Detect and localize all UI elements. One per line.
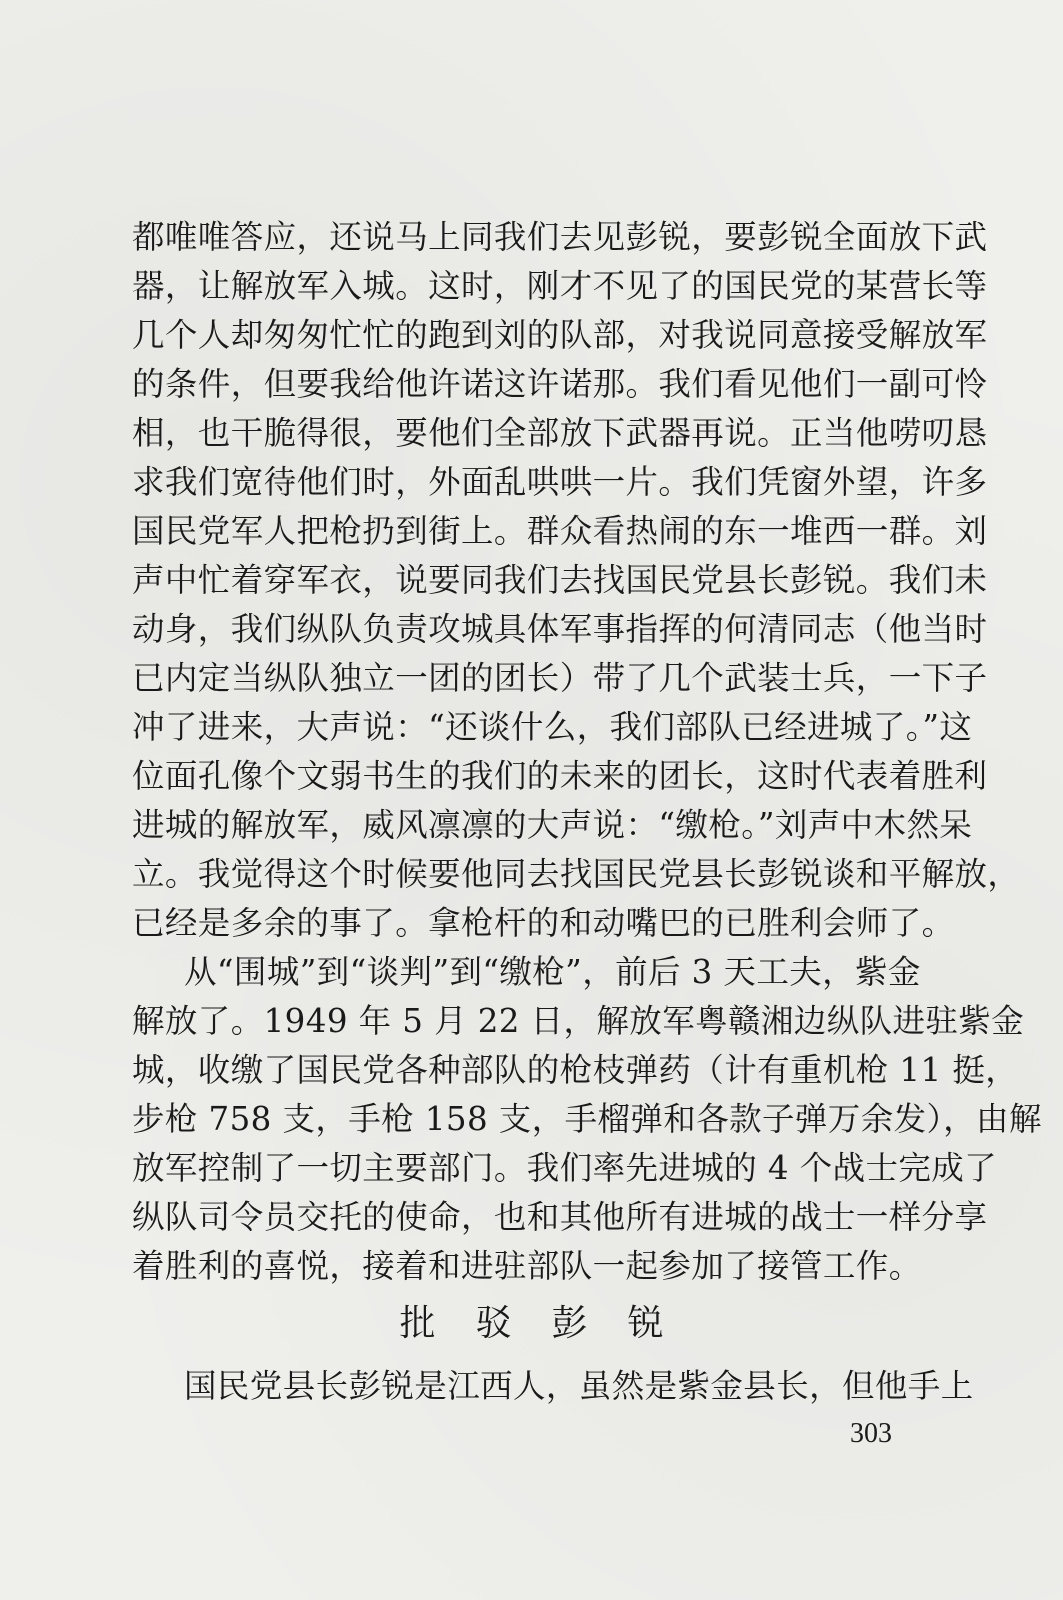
- section-title: 批驳彭锐: [399, 1303, 704, 1344]
- text-line: 冲了进来，大声说：“还谈什么，我们部队已经进城了。”这: [132, 708, 973, 746]
- text-line: 从“围城”到“谈判”到“缴枪”，前后 3 天工夫，紫金: [184, 953, 921, 991]
- text-line: 几个人却匆匆忙忙的跑到刘的队部，对我说同意接受解放军: [132, 316, 988, 354]
- text-line: 进城的解放军，威风凛凛的大声说：“缴枪。”刘声中木然呆: [132, 806, 973, 844]
- text-line: 纵队司令员交托的使命，也和其他所有进城的战士一样分享: [132, 1198, 988, 1236]
- text-line: 着胜利的喜悦，接着和进驻部队一起参加了接管工作。: [132, 1247, 922, 1285]
- text-line: 解放了。1949 年 5 月 22 日，解放军粤赣湘边纵队进驻紫金: [132, 1002, 1025, 1040]
- body-text: [132, 213, 1042, 1291]
- text-line: 步枪 758 支，手枪 158 支，手榴弹和各款子弹万余发），由解: [132, 1100, 1042, 1138]
- paragraph-3-first-line: 国民党县长彭锐是江西人，虽然是紫金县长，但他手上: [184, 1367, 974, 1405]
- text-line: 都唯唯答应，还说马上同我们去见彭锐，要彭锐全面放下武: [132, 218, 988, 256]
- text-line: 求我们宽待他们时，外面乱哄哄一片。我们凭窗外望，许多: [132, 463, 988, 501]
- paragraph-2: [132, 948, 1042, 1291]
- text-line: 放军控制了一切主要部门。我们率先进城的 4 个战士完成了: [132, 1149, 998, 1187]
- text-line: 动身，我们纵队负责攻城具体军事指挥的何清同志（他当时: [132, 610, 988, 648]
- page-number: 303: [850, 1418, 892, 1449]
- text-line: 国民党军人把枪扔到街上。群众看热闹的东一堆西一群。刘: [132, 512, 988, 550]
- paragraph-1: [132, 213, 1021, 948]
- text-line: 立。我觉得这个时候要他同去找国民党县长彭锐谈和平解放，: [132, 855, 1021, 893]
- text-line: 器，让解放军入城。这时，刚才不见了的国民党的某营长等: [132, 267, 988, 305]
- text-line: 已内定当纵队独立一团的团长）带了几个武装士兵，一下子: [132, 659, 988, 697]
- text-line: 的条件，但要我给他许诺这许诺那。我们看见他们一副可怜: [132, 365, 988, 403]
- text-line: 已经是多余的事了。拿枪杆的和动嘴巴的已胜利会师了。: [132, 904, 955, 942]
- text-line: 声中忙着穿军衣，说要同我们去找国民党县长彭锐。我们未: [132, 561, 988, 599]
- text-line: 城，收缴了国民党各种部队的枪枝弹药（计有重机枪 11 挺，: [132, 1051, 1019, 1089]
- text-line: 相，也干脆得很，要他们全部放下武器再说。正当他唠叨恳: [132, 414, 988, 452]
- text-line: 位面孔像个文弱书生的我们的未来的团长，这时代表着胜利: [132, 757, 988, 795]
